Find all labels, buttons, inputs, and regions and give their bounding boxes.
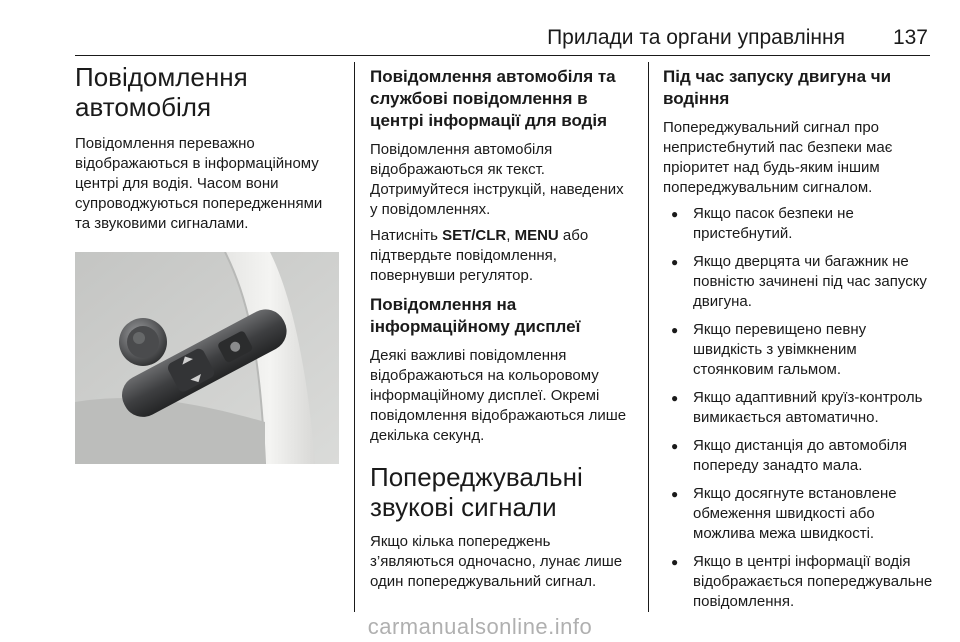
column-divider-2	[648, 62, 649, 612]
heading-vehicle-messages: Повідомлення автомобіля	[75, 62, 248, 122]
watermark: carmanualsonline.info	[367, 614, 593, 639]
paragraph-single-chime: Якщо кілька попереджень з’являються одночасно, лунає лише один попереджувальний сигнал.	[370, 533, 623, 590]
paragraph-seatbelt-priority: Попереджувальний сигнал про непристебнутий пас безпеки має пріоритет над будь-яким іншим попереджувальним сигналом.	[663, 119, 893, 196]
warning-conditions-list	[663, 204, 933, 612]
page-number: 137	[892, 26, 928, 49]
column-1	[75, 62, 340, 240]
list-item: ● Якщо перевищено певну швидкість з увімкненим стоянковим гальмом.	[663, 320, 933, 380]
paragraph-text-messages: Повідомлення автомобіля відображаються як текст. Дотримуйтеся інструкцій, наведених у повідомленнях.	[370, 141, 624, 218]
page-header	[75, 20, 930, 56]
list-item: ● Якщо досягнуте встановлене обмеження швидкості або можлива межа швидкості.	[663, 484, 933, 544]
button-name-menu: MENU	[514, 227, 559, 244]
header-rule	[75, 55, 930, 56]
paragraph-confirm-messages: Натисніть SET/CLR, MENU або підтвердьте повідомлення, повернувши регулятор.	[370, 227, 589, 284]
list-item: ● Якщо дистанція до автомобіля попереду занадто мала.	[663, 436, 933, 476]
list-item: ● Якщо пасок безпеки не пристебнутий.	[663, 204, 933, 244]
paragraph-color-display: Деякі важливі повідомлення відображаються на кольоровому інформаційному дисплеї. Окремі повідомлення відображаються лише декілька секунд.	[370, 347, 627, 444]
column-divider-1	[354, 62, 355, 612]
column-2	[370, 62, 635, 598]
intro-paragraph: Повідомлення переважно відображаються в інформаційному центрі для водія. Часом вони супроводжуються попередженнями та звуковими сигналами.	[75, 135, 323, 232]
heading-driver-info-messages: Повідомлення автомобіля та службові повідомлення в центрі інформації для водія	[370, 67, 616, 130]
section-title: Прилади та органи управління	[547, 26, 845, 49]
column-3	[663, 62, 933, 620]
button-name-set-clr: SET/CLR	[442, 227, 507, 244]
list-item: ● Якщо адаптивний круїз-контроль вимикається автоматично.	[663, 388, 933, 428]
heading-engine-start-driving: Під час запуску двигуна чи водіння	[663, 67, 892, 108]
list-item: ● Якщо в центрі інформації водія відображається попереджувальне повідомлення.	[663, 552, 933, 612]
heading-info-display-messages: Повідомлення на інформаційному дисплеї	[370, 295, 581, 336]
list-item: ● Якщо дверцята чи багажник не повністю зачинені під час запуску двигуна.	[663, 252, 933, 312]
heading-warning-chimes: Попереджувальні звукові сигнали	[370, 462, 583, 522]
steering-column-stalk-photo	[75, 252, 339, 464]
